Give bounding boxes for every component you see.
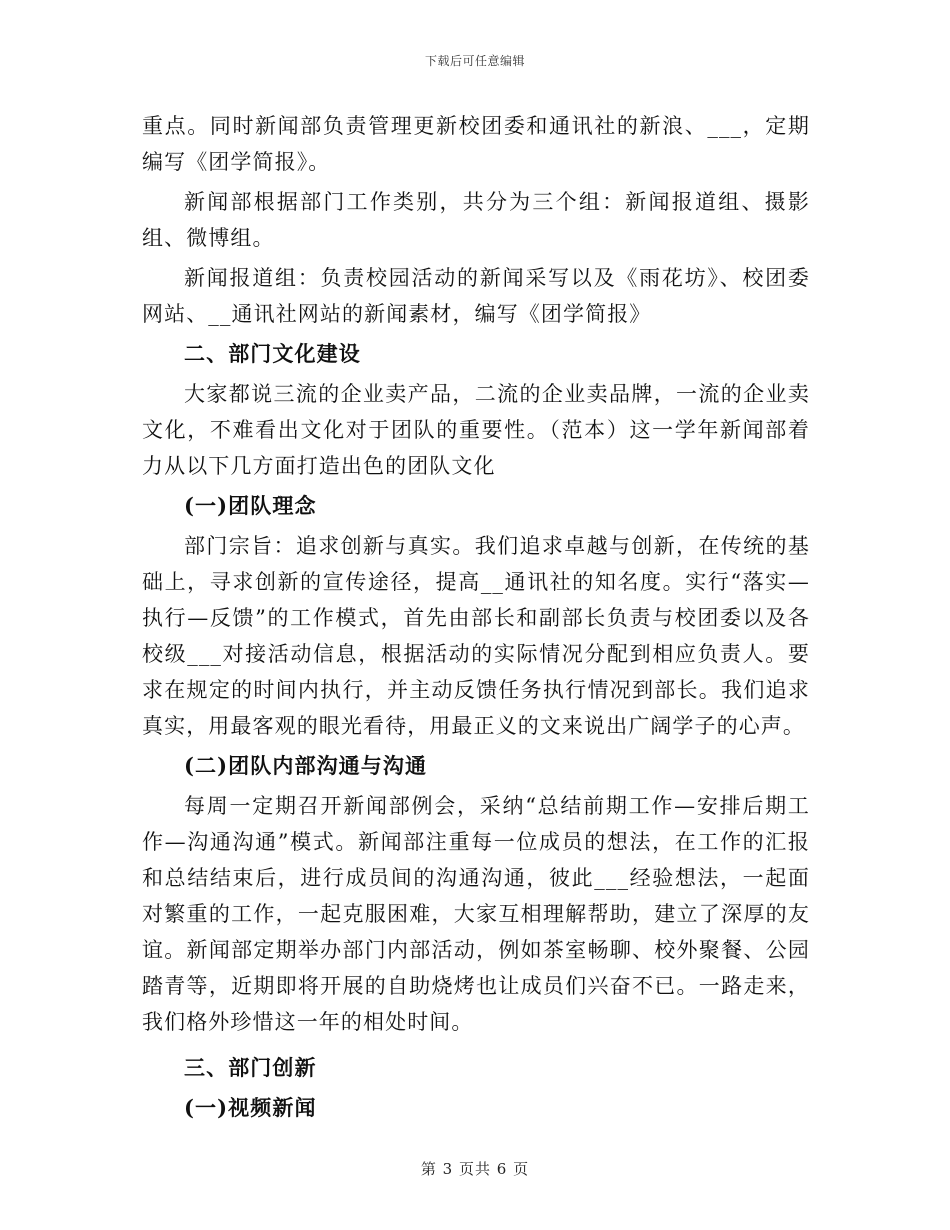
section-heading-culture: 二、部门文化建设 [184, 341, 361, 366]
paragraph-culture: 大家都说三流的企业卖产品，二流的企业卖品牌，一流的企业卖文化，不难看出文化对于团队的重要性。（范本）这一学年新闻部着力从以下几方面打造出色的团队文化 [142, 382, 810, 478]
paragraph-team-concept: 部门宗旨：追求创新与真实。我们追求卓越与创新，在传统的基础上，寻求创新的宣传途径，提高__通讯社的知名度。实行“落实—执行—反馈”的工作模式，首先由部长和副部长负责与校团委以及各校级___对接活动信息，根据活动的实际情况分配到相应负责人。要求在规定的时间内执行，并主动反馈任务执行情况到部长。我们追求真实，用最客观的眼光看待，用最正义的文来说出广阔学子的心声。 [142, 534, 810, 738]
subheading-team-communication: (二)团队内部沟通与沟通 [184, 753, 428, 778]
paragraph-team-communication: 每周一定期召开新闻部例会，采纳“总结前期工作—安排后期工作—沟通沟通”模式。新闻部注重每一位成员的想法，在工作的汇报和总结结束后，进行成员间的沟通沟通，彼此___经验想法，一起面对繁重的工作，一起克服困难，大家互相理解帮助，建立了深厚的友谊。新闻部定期举办部门内部活动，例如茶室畅聊、校外聚餐、公园踏青等，近期即将开展的自助烧烤也让成员们兴奋不已。一路走来，我们格外珍惜这一年的相处时间。 [142, 794, 810, 1034]
document-body [142, 108, 810, 1130]
page-number: 第 3 页共 6 页 [420, 1160, 530, 1178]
paragraph-groups: 新闻部根据部门工作类别，共分为三个组：新闻报道组、摄影组、微博组。 [142, 190, 810, 250]
paragraph-continuation: 重点。同时新闻部负责管理更新校团委和通讯社的新浪、___，定期编写《团学简报》。 [142, 114, 810, 174]
subheading-team-concept: (一)团队理念 [184, 493, 317, 518]
section-heading-innovation: 三、部门创新 [184, 1055, 317, 1080]
header-note: 下载后可任意编辑 [424, 54, 525, 68]
subheading-video-news: (一)视频新闻 [184, 1095, 317, 1120]
paragraph-news-group: 新闻报道组：负责校园活动的新闻采写以及《雨花坊》、校团委网站、__通讯社网站的新闻素材，编写《团学简报》 [142, 266, 810, 326]
